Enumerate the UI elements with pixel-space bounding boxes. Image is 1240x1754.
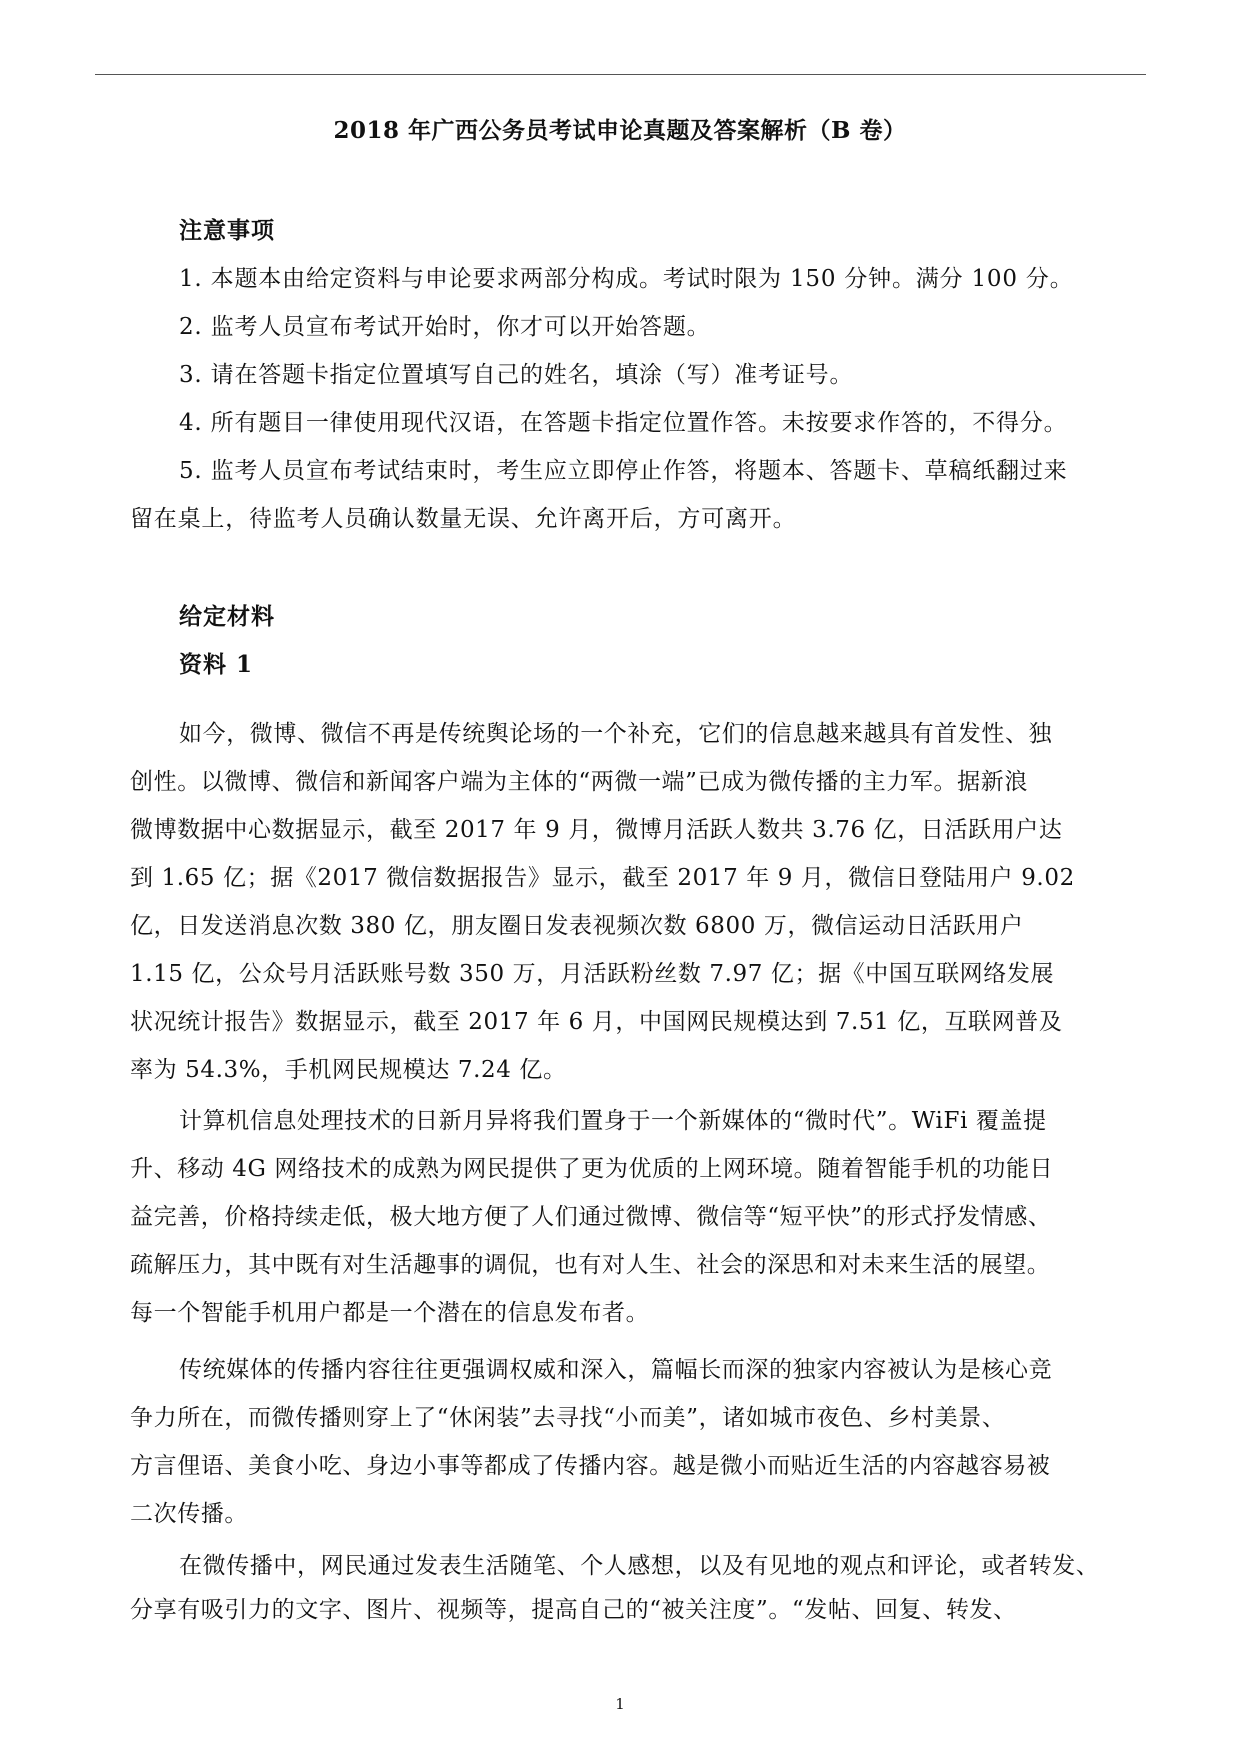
paragraph-line: 1.15 亿，公众号月活跃账号数 350 万，月活跃粉丝数 7.97 亿；据《中国互联网络发展: [130, 961, 1055, 987]
paragraph-line: 分享有吸引力的文字、图片、视频等，提高自己的“被关注度”。“发帖、回复、转发、: [130, 1597, 1017, 1623]
paragraph-line: 微博数据中心数据显示，截至 2017 年 9 月，微博月活跃人数共 3.76 亿，日活跃用户达: [130, 817, 1063, 843]
paragraph-line: 计算机信息处理技术的日新月异将我们置身于一个新媒体的“微时代”。WiFi 覆盖提: [179, 1108, 1047, 1134]
paragraph-line: 率为 54.3%，手机网民规模达 7.24 亿。: [130, 1057, 567, 1083]
header-rule: [95, 74, 1146, 75]
paragraph-line: 到 1.65 亿；据《2017 微信数据报告》显示，截至 2017 年 9 月，微信日登陆用户 9.02: [130, 865, 1075, 891]
notice-item: 4. 所有题目一律使用现代汉语，在答题卡指定位置作答。未按要求作答的，不得分。: [179, 410, 1068, 436]
paragraph-line: 亿，日发送消息次数 380 亿，朋友圈日发表视频次数 6800 万，微信运动日活跃用户: [130, 913, 1024, 939]
document-title: 2018 年广西公务员考试申论真题及答案解析（B 卷）: [333, 117, 907, 144]
paragraph-line: 升、移动 4G 网络技术的成熟为网民提供了更为优质的上网环境。随着智能手机的功能日: [130, 1156, 1054, 1182]
paragraph-line: 状况统计报告》数据显示，截至 2017 年 6 月，中国网民规模达到 7.51 亿，互联网普及: [130, 1009, 1063, 1035]
page-number: 1: [615, 1695, 625, 1713]
notice-item: 1. 本题本由给定资料与申论要求两部分构成。考试时限为 150 分钟。满分 100 分。: [179, 266, 1074, 292]
notice-item: 5. 监考人员宣布考试结束时，考生应立即停止作答，将题本、答题卡、草稿纸翻过来: [179, 458, 1068, 484]
paragraph-line: 疏解压力，其中既有对生活趣事的调侃，也有对人生、社会的深思和对未来生活的展望。: [130, 1252, 1051, 1278]
paragraph-line: 在微传播中，网民通过发表生活随笔、个人感想，以及有见地的观点和评论，或者转发、: [179, 1553, 1100, 1579]
paragraph-line: 益完善，价格持续走低，极大地方便了人们通过微博、微信等“短平快”的形式抒发情感、: [130, 1204, 1052, 1230]
material-paragraph: [130, 1346, 1125, 1538]
notice-heading: 注意事项: [179, 217, 275, 244]
paragraph-line: 争力所在，而微传播则穿上了“休闲装”去寻找“小而美”，诸如城市夜色、乡村美景、: [130, 1405, 1006, 1431]
paragraph-line: 如今，微博、微信不再是传统舆论场的一个补充，它们的信息越来越具有首发性、独: [179, 721, 1053, 747]
paragraph-line: 传统媒体的传播内容往往更强调权威和深入，篇幅长而深的独家内容被认为是核心竞: [179, 1357, 1053, 1383]
material-paragraph: [130, 710, 1125, 1094]
material-paragraph: [130, 1097, 1125, 1337]
paragraph-line: 每一个智能手机用户都是一个潜在的信息发布者。: [130, 1300, 650, 1326]
notice-item-continuation: 留在桌上，待监考人员确认数量无误、允许离开后，方可离开。: [130, 506, 797, 532]
notice-item: 2. 监考人员宣布考试开始时，你才可以开始答题。: [179, 314, 711, 340]
paragraph-line: 创性。以微博、微信和新闻客户端为主体的“两微一端”已成为微传播的主力军。据新浪: [130, 769, 1028, 795]
paragraph-line: 方言俚语、美食小吃、身边小事等都成了传播内容。越是微小而贴近生活的内容越容易被: [130, 1453, 1051, 1479]
materials-heading: 给定材料: [179, 603, 275, 630]
paragraph-line: 二次传播。: [130, 1501, 248, 1527]
notice-item: 3. 请在答题卡指定位置填写自己的姓名，填涂（写）准考证号。: [179, 362, 854, 388]
material-paragraph: [130, 1544, 1125, 1632]
material-1-heading: 资料 1: [179, 651, 254, 678]
